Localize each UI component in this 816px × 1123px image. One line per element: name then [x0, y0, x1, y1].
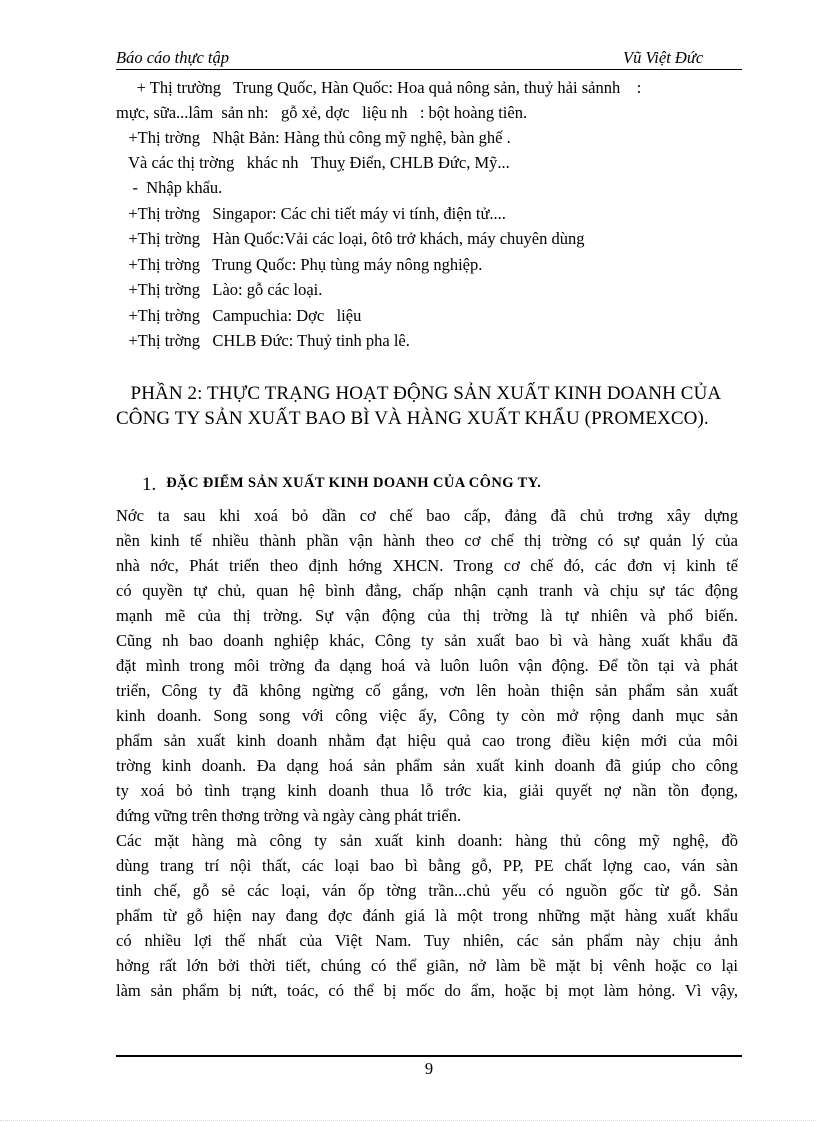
paragraph-line: Cũng nh bao doanh nghiệp khác, Công ty sản xuất bao bì và hàng xuất khẩu đã: [116, 631, 738, 650]
text-line: Và các thị trờng khác nh Thuỵ Điển, CHLB Đức, Mỹ...: [116, 153, 510, 172]
text-line: + Thị trường Trung Quốc, Hàn Quốc: Hoa quả nông sản, thuỷ hải sảnnh :: [116, 78, 642, 97]
paragraph-line: phẩm sản xuất kinh doanh nhằm đạt hiệu quả cao trong điều kiện mới của môi: [116, 731, 738, 750]
paragraph-line: dùng trang trí nội thất, các loại bao bì bằng gỗ, PP, PE chất lợng cao, ván sàn: [116, 856, 738, 875]
paragraph-line: Các mặt hàng mà công ty sản xuất kinh doanh: hàng thủ công mỹ nghệ, đồ: [116, 831, 738, 850]
header-report-title: Báo cáo thực tập: [116, 48, 230, 67]
text-line: - Nhập khẩu.: [116, 178, 223, 197]
text-line: +Thị trờng CHLB Đức: Thuỷ tinh pha lê.: [116, 331, 410, 350]
section-title: ĐẶC ĐIỂM SẢN XUẤT KINH DOANH CỦA CÔNG TY.: [166, 475, 542, 491]
footer-rule: [116, 1055, 742, 1057]
text-line: mực, sữa...lâm sản nh: gỗ xẻ, dợc liệu nh : bột hoàng tiên.: [116, 103, 528, 122]
section-number: 1.: [142, 474, 157, 495]
paragraph-line: có quyền tự chủ, quan hệ bình đẳng, chấp nhận cạnh tranh và chịu sự tác động: [116, 581, 738, 600]
paragraph-line: triển, Công ty đã không ngừng cố gắng, vơn lên hoàn thiện sản phẩm sản xuất: [116, 681, 738, 700]
text-line: +Thị trờng Lào: gỗ các loại.: [116, 280, 323, 299]
part-title-line-2: CÔNG TY SẢN XUẤT BAO BÌ VÀ HÀNG XUẤT KHẨU (PROMEXCO).: [116, 408, 709, 429]
paragraph-line: đứng vững trên thơng trờng và ngày càng phát triển.: [116, 806, 462, 825]
paragraph-line: ty xoá bỏ tình trạng kinh doanh thua lỗ trớc kia, giải quyết nợ nần tồn đọng,: [116, 781, 738, 800]
page-bottom-divider: [0, 1120, 816, 1121]
paragraph-line: Nớc ta sau khi xoá bỏ dần cơ chế bao cấp, đảng đã chủ trơng xây dựng: [116, 506, 738, 525]
text-line: +Thị trờng Singapor: Các chi tiết máy vi tính, điện tử....: [116, 204, 506, 223]
paragraph-line: tinh chế, gỗ sẻ các loại, ván ốp tờng trần...chủ yếu có nguồn gốc từ gỗ. Sản: [116, 881, 738, 900]
paragraph-line: nền kinh tế nhiều thành phần vận hành theo cơ chế thị trờng có sự quản lý của: [116, 531, 738, 550]
part-title-line-1: PHẦN 2: THỰC TRẠNG HOẠT ĐỘNG SẢN XUẤT KINH DOANH CỦA: [116, 383, 722, 404]
text-line: +Thị trờng Hàn Quốc:Vải các loại, ôtô trở khách, máy chuyên dùng: [116, 229, 585, 248]
page-number: 9: [424, 1059, 434, 1078]
paragraph-line: nhà nớc, Phát triển theo định hớng XHCN. Trong cơ chế đó, các đơn vị kinh tế: [116, 556, 738, 575]
header-author-name: Vũ Việt Đức: [623, 48, 704, 67]
paragraph-line: kinh doanh. Song song với công việc ấy, Công ty còn mở rộng danh mục sản: [116, 706, 738, 725]
section-heading: [134, 456, 541, 496]
text-line: +Thị trờng Trung Quốc: Phụ tùng máy nông nghiệp.: [116, 255, 483, 274]
page-header: [116, 47, 742, 70]
paragraph-line: làm sản phẩm bị nứt, toác, có thể bị mốc do ẩm, hoặc bị mọt làm hỏng. Vì vậy,: [116, 981, 738, 1000]
paragraph-line: phẩm từ gỗ hiện nay đang đợc đánh giá là một trong những mặt hàng xuất khẩu: [116, 906, 738, 925]
text-line: +Thị trờng Campuchia: Dợc liệu: [116, 306, 362, 325]
paragraph-line: trờng kinh doanh. Đa dạng hoá sản phẩm sản xuất kinh doanh đã giúp cho công: [116, 756, 738, 775]
text-line: +Thị trờng Nhật Bản: Hàng thủ công mỹ nghệ, bàn ghế .: [116, 128, 511, 147]
paragraph-line: có nhiều lợi thế nhất của Việt Nam. Tuy nhiên, các sản phẩm này chịu ảnh: [116, 931, 738, 950]
paragraph-line: đặt mình trong môi trờng đa dạng hoá và luôn luôn vận động. Để tồn tại và phát: [116, 656, 738, 675]
paragraph-line: hởng rất lớn bởi thời tiết, chúng có thể giãn, nở làm bề mặt bị vênh hoặc co lại: [116, 956, 738, 975]
paragraph-line: mạnh mẽ của thị trờng. Sự vận động của thị trờng là tự nhiên và phổ biến.: [116, 606, 738, 625]
